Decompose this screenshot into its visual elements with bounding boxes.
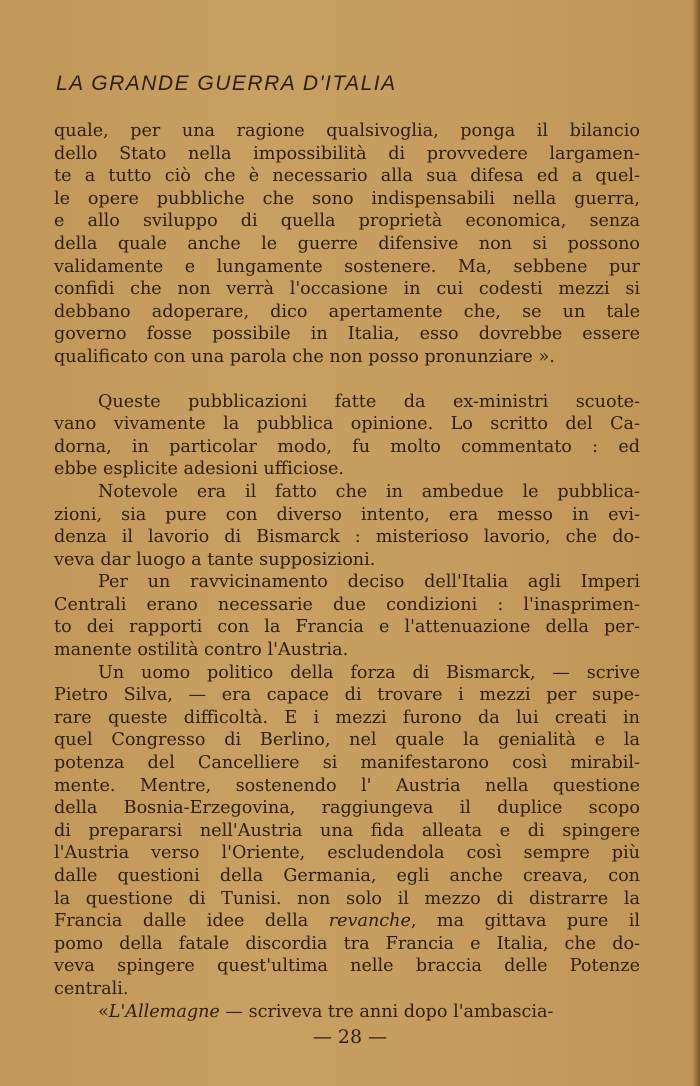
text-line: confidi che non verrà l'occasione in cui codesti mezzi si — [54, 279, 640, 300]
text-line: la questione di Tunisi. non solo il mezzo di distrarre la — [54, 888, 640, 909]
italic-word: L'Allemagne — [108, 1001, 220, 1022]
text-line: Francia dalle idee della revanche, ma gittava pure il — [54, 911, 640, 932]
paragraph — [54, 481, 640, 571]
text-line: veva spingere quest'ultima nelle braccia delle Potenze — [54, 956, 640, 977]
paragraph — [54, 571, 640, 661]
text-line: rare queste difficoltà. E i mezzi furono da lui creati in — [54, 707, 640, 728]
text-line: Pietro Silva, — era capace di trovare i mezzi per supe- — [54, 685, 640, 706]
running-head: LA GRANDE GUERRA D'ITALIA — [56, 72, 397, 95]
body-text — [54, 120, 640, 1023]
text-line: te a tutto ciò che è necessario alla sua difesa ed a quel- — [54, 166, 640, 187]
text-line: dalle questioni della Germania, egli anche creava, con — [54, 866, 640, 886]
text-line: debbano adoperare, dico apertamente che, se un tale — [54, 301, 640, 322]
text-line: potenza del Cancelliere si manifestarono così mirabil- — [54, 753, 640, 774]
text-line: di prepararsi nell'Austria una fida alleata e di spingere — [54, 820, 640, 841]
text-line: mente. Mentre, sostenendo l' Austria nella questione — [54, 775, 640, 796]
paragraph — [54, 391, 640, 481]
paragraph — [54, 1001, 640, 1024]
text-line: governo fosse possibile in Italia, esso dovrebbe essere — [54, 324, 640, 345]
text-line: dello Stato nella impossibilità di provvedere largamen- — [54, 143, 640, 164]
text-line: Queste pubblicazioni fatte da ex-ministri scuote- — [98, 391, 640, 412]
text-line: quale, per una ragione qualsivoglia, ponga il bilancio — [54, 121, 640, 141]
text-line: denza il lavorio di Bismarck : misterioso lavorio, che do- — [54, 527, 640, 548]
text-line: centrali. — [54, 978, 129, 999]
paragraph-gap — [54, 369, 640, 391]
text-line: le opere pubbliche che sono indispensabili nella guerra, — [54, 188, 640, 209]
text-line: Un uomo politico della forza di Bismarck, — scrive — [98, 662, 640, 683]
text-line: validamente e lungamente sostenere. Ma, sebbene pur — [54, 256, 640, 277]
text-line: quel Congresso di Berlino, nel quale la genialità e la — [54, 730, 640, 751]
text-line: «L'Allemagne — scriveva tre anni dopo l'ambascia- — [98, 1001, 554, 1022]
page-edge-shadow — [692, 0, 700, 1086]
text-line: Notevole era il fatto che in ambedue le pubblica- — [98, 481, 640, 502]
paragraph — [54, 662, 640, 1001]
text-line: vano vivamente la pubblica opinione. Lo scritto del Ca- — [54, 414, 640, 435]
text-line: ebbe esplicite adesioni ufficiose. — [54, 459, 344, 480]
text-line: dorna, in particolar modo, fu molto commentato : ed — [54, 436, 640, 457]
page-number: — 28 — — [312, 1026, 388, 1048]
text-line: della Bosnia-Erzegovina, raggiungeva il duplice scopo — [54, 798, 640, 819]
text-line: della quale anche le guerre difensive non si possono — [54, 233, 640, 254]
italic-word: revanche — [328, 911, 411, 932]
text-line: to dei rapporti con la Francia e l'attenuazione della per- — [54, 617, 640, 638]
text-line: pomo della fatale discordia tra Francia e Italia, che do- — [54, 933, 640, 954]
text-line: Per un ravvicinamento deciso dell'Italia agli Imperi — [98, 572, 640, 593]
text-line: Centrali erano necessarie due condizioni : l'inasprimen- — [54, 594, 640, 615]
text-line: veva dar luogo a tante supposizioni. — [54, 549, 376, 570]
text-line: qualificato con una parola che non posso pronunziare ». — [54, 346, 555, 367]
text-line: l'Austria verso l'Oriente, escludendola così sempre più — [54, 843, 640, 864]
text-line: manente ostilità contro l'Austria. — [54, 640, 349, 661]
paragraph — [54, 120, 640, 369]
text-line: e allo sviluppo di quella proprietà economica, senza — [54, 211, 640, 232]
text-line: zioni, sia pure con diverso intento, era messo in evi- — [54, 504, 640, 525]
